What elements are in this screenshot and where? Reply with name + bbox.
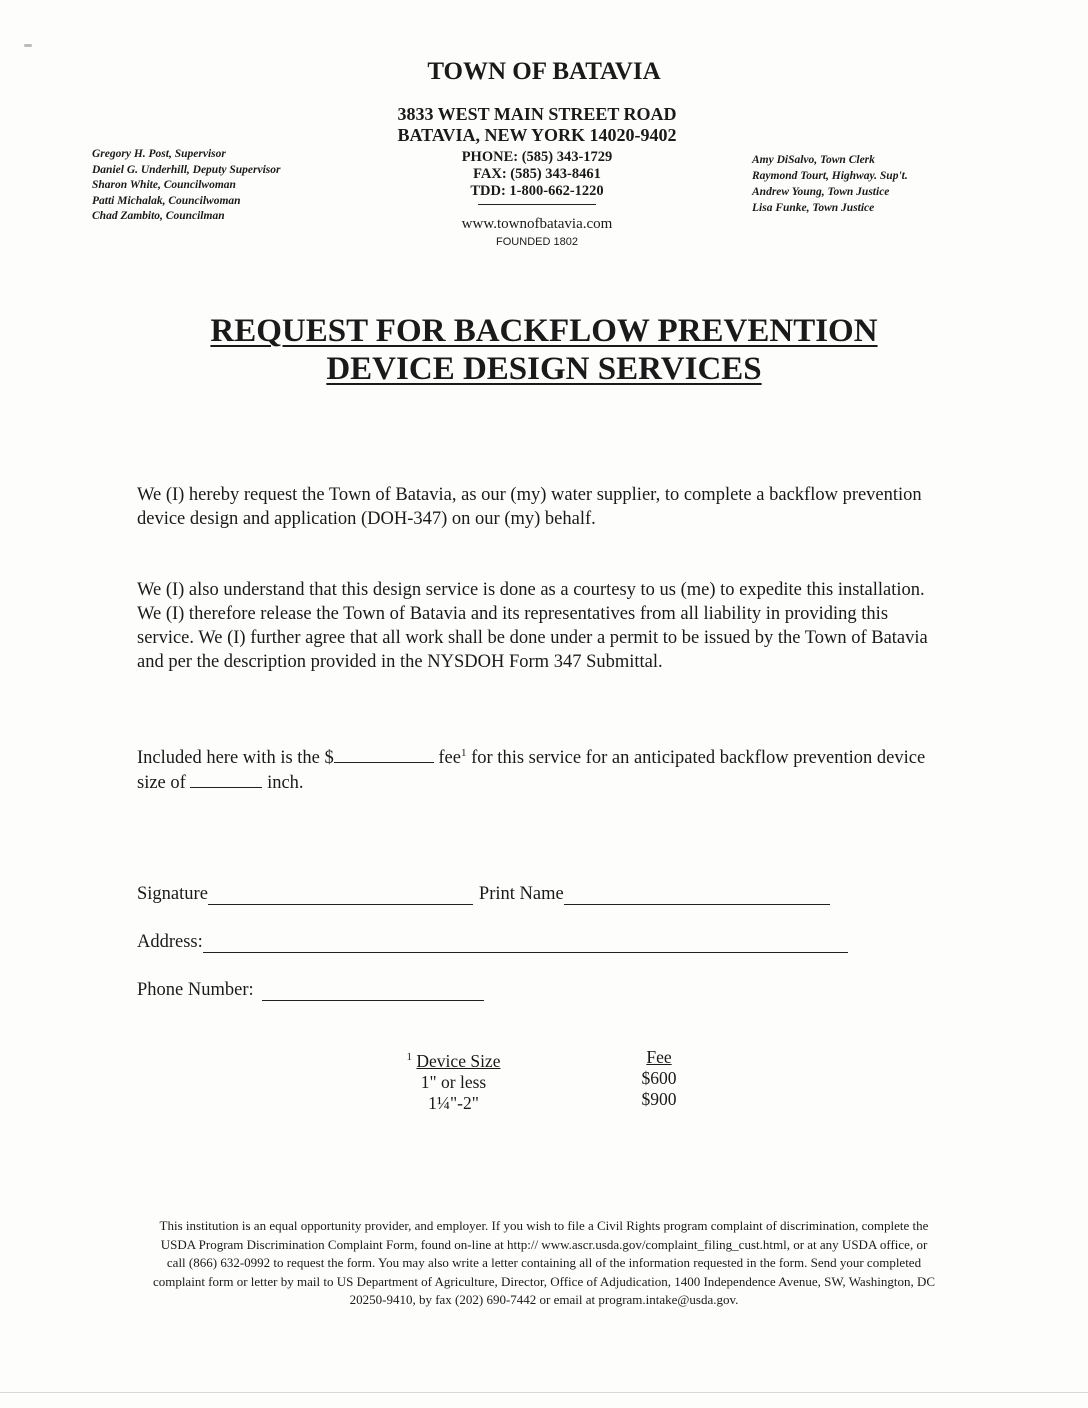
official-name: Andrew Young, Town Justice [752, 186, 890, 198]
fax-number: FAX: (585) 343-8461 [473, 166, 601, 182]
phone-row [137, 980, 484, 1001]
fee-header: Fee [646, 1047, 672, 1067]
address-row [137, 932, 848, 953]
town-title: TOWN OF BATAVIA [427, 58, 661, 85]
phone-field[interactable] [262, 982, 484, 1001]
address-field[interactable] [203, 934, 848, 953]
fee-column [629, 1047, 689, 1110]
print-name-label: Print Name [478, 884, 564, 904]
request-paragraph: We (I) hereby request the Town of Batavia, as our (my) water supplier, to complete a backflow prevention device design and application (DOH-347) on our (my) behalf. [137, 485, 922, 529]
fee-cell: $600 [641, 1068, 677, 1088]
fee-paragraph: Included here with is the $ fee$^1$ for this service for an anticipated backflow prevention device size of inch. [137, 747, 926, 794]
header-divider [478, 204, 596, 205]
official-name: Chad Zambito, Councilman [92, 210, 225, 222]
address-line-1: 3833 WEST MAIN STREET ROAD [397, 104, 677, 124]
official-name: Lisa Funke, Town Justice [752, 202, 875, 214]
footnote-mark: 1 [460, 747, 467, 759]
founded-year: FOUNDED 1802 [496, 236, 578, 248]
scan-speck [24, 44, 32, 47]
signature-label: Signature [137, 884, 208, 904]
fee-cell: $900 [641, 1089, 677, 1109]
address-line-2: BATAVIA, NEW YORK 14020-9402 [397, 125, 677, 145]
address-label: Address: [137, 932, 203, 952]
print-name-field[interactable] [564, 886, 830, 905]
release-paragraph: We (I) also understand that this design service is done as a courtesy to us (me) to expedite this installation. We (I) therefore release the Town of Batavia and its representatives from all liability in providing this service. We (I) further agree that all work shall be done under a permit to be issued by the Town of Batavia and per the description provided in the NYSDOH Form 347 Submittal. [137, 580, 928, 672]
phone-number: PHONE: (585) 343-1729 [461, 149, 613, 165]
officials-right-list [752, 152, 908, 216]
device-size-column [396, 1047, 511, 1114]
official-name: Gregory H. Post, Supervisor [92, 148, 226, 160]
website-link[interactable]: www.townofbatavia.com [461, 216, 613, 232]
device-size-field[interactable] [190, 770, 262, 788]
official-name: Amy DiSalvo, Town Clerk [752, 154, 875, 166]
title-line-1: REQUEST FOR BACKFLOW PREVENTION [210, 313, 878, 349]
civil-rights-notice: This institution is an equal opportunity provider, and employer. If you wish to file a Civil Rights program complaint of discrimination, complete the USDA Program Discrimination Complaint Form, found on-line at http:// www.ascr.usda.gov/complaint_filing_cust.html, or at any USDA office, or call (866) 632-0992 to request the form. You may also write a letter containing all of the information requested in the form. Send your completed complaint form or letter by mail to US Department of Agriculture, Director, Office of Adjudication, 1400 Independence Avenue, SW, Washington, DC 20250-9410, by fax (202) 690-7442 or email at program.intake@usda.gov. [152, 1218, 936, 1307]
footnote-mark: 1 [406, 1051, 413, 1063]
official-name: Daniel G. Underhill, Deputy Supervisor [92, 163, 281, 176]
official-name: Raymond Tourt, Highway. Sup't. [752, 170, 908, 182]
device-size-cell: 1" or less [420, 1071, 487, 1092]
scan-edge-line [0, 1392, 1088, 1393]
signature-row [137, 884, 830, 905]
signature-field[interactable] [208, 886, 473, 905]
phone-label: Phone Number: [137, 980, 254, 1000]
official-name: Patti Michalak, Councilwoman [92, 194, 241, 207]
device-size-cell: 1¼"-2" [428, 1092, 479, 1113]
official-name: Sharon White, Councilwoman [92, 179, 236, 191]
officials-left-list [92, 147, 281, 225]
document-title [100, 312, 988, 388]
title-line-2: DEVICE DESIGN SERVICES [326, 351, 762, 387]
tdd-number: TDD: 1-800-662-1220 [470, 183, 604, 199]
device-size-header: Device Size [416, 1050, 501, 1071]
fee-amount-field[interactable] [334, 745, 434, 763]
